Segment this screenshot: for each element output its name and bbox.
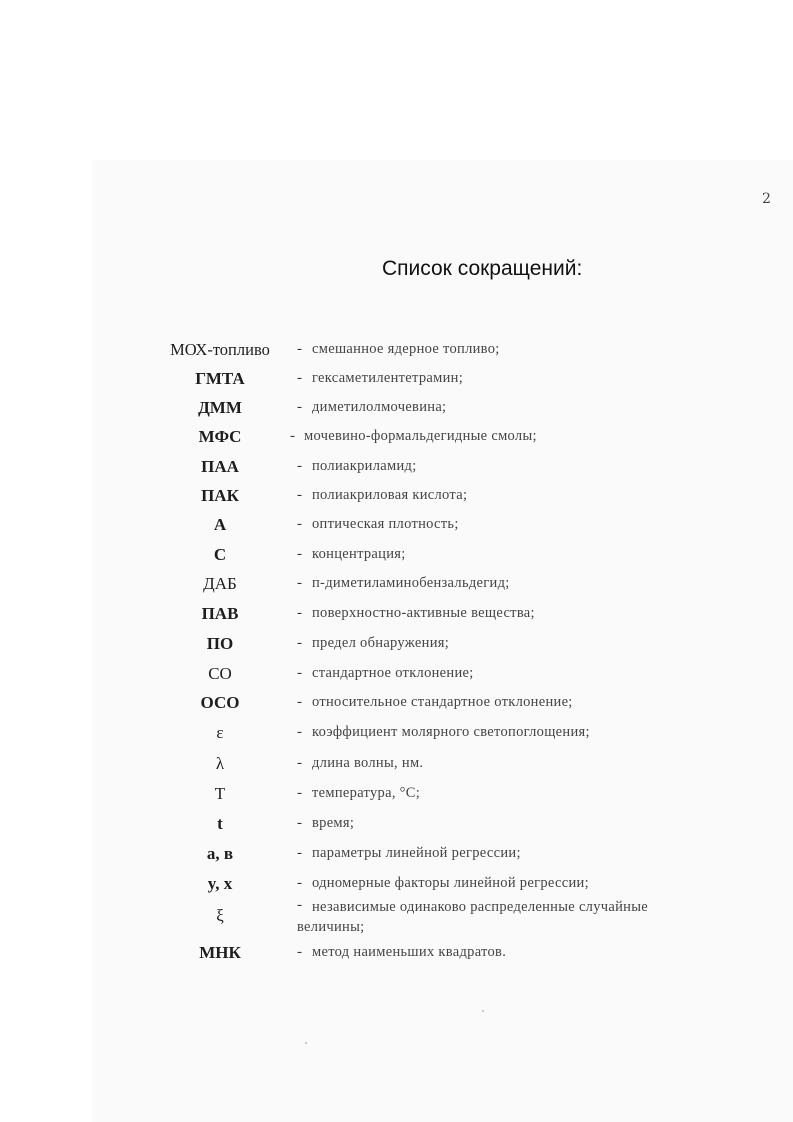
abbreviation-term: T bbox=[214, 784, 226, 803]
abbreviation-definition: предел обнаружения; bbox=[312, 635, 450, 651]
scan-speck bbox=[305, 1042, 307, 1044]
abbreviation-definition: полиакриламид; bbox=[312, 458, 417, 474]
abbreviation-term: ПО bbox=[206, 634, 234, 653]
abbreviation-definition: время; bbox=[312, 815, 355, 831]
abbreviation-term: t bbox=[217, 814, 223, 833]
abbreviation-term: ε bbox=[216, 723, 224, 742]
abbreviation-dash: - bbox=[297, 724, 302, 740]
abbreviation-term: ПАК bbox=[201, 486, 239, 505]
abbreviation-term: СО bbox=[208, 664, 232, 683]
abbreviation-dash: - bbox=[297, 815, 302, 831]
page-title: Список сокращений: bbox=[382, 257, 583, 280]
abbreviation-term: C bbox=[213, 545, 227, 564]
abbreviation-term: ξ bbox=[216, 906, 224, 925]
abbreviation-dash: - bbox=[297, 546, 302, 562]
abbreviation-dash: - bbox=[297, 875, 302, 891]
abbreviation-definition: гексаметилентетрамин; bbox=[312, 370, 464, 386]
abbreviation-dash: - bbox=[297, 341, 302, 357]
abbreviation-term: λ bbox=[215, 754, 225, 773]
page-number: 2 bbox=[762, 191, 771, 207]
abbreviation-definition: поверхностно-активные вещества; bbox=[312, 605, 535, 621]
abbreviation-definition: независимые одинаково распределенные случайные величины; bbox=[297, 899, 648, 935]
abbreviation-term: a, в bbox=[206, 844, 234, 863]
abbreviation-definition: концентрация; bbox=[312, 546, 406, 562]
abbreviation-definition: стандартное отклонение; bbox=[312, 665, 474, 681]
abbreviation-term: ПАА bbox=[201, 457, 239, 476]
abbreviation-definition: смешанное ядерное топливо; bbox=[312, 341, 500, 357]
abbreviation-definition: п-диметиламинобензальдегид; bbox=[312, 575, 510, 591]
abbreviation-definition: диметилолмочевина; bbox=[312, 399, 447, 415]
abbreviation-term: ДАБ bbox=[203, 574, 237, 593]
abbreviation-definition: относительное стандартное отклонение; bbox=[312, 694, 573, 710]
abbreviation-term: МФС bbox=[198, 427, 242, 446]
abbreviation-dash: - bbox=[297, 785, 302, 801]
abbreviation-dash: - bbox=[297, 665, 302, 681]
abbreviation-dash: - bbox=[297, 694, 302, 710]
abbreviation-dash: - bbox=[297, 458, 302, 474]
abbreviation-dash: - bbox=[297, 370, 302, 386]
abbreviation-dash: - bbox=[297, 516, 302, 532]
abbreviation-term: ГМТА bbox=[195, 369, 245, 388]
abbreviation-term: МОХ-топливо bbox=[170, 340, 270, 359]
abbreviation-term: ДММ bbox=[198, 398, 242, 417]
abbreviation-definition: мочевино-формальдегидные смолы; bbox=[304, 428, 537, 444]
abbreviation-definition: оптическая плотность; bbox=[312, 516, 459, 532]
abbreviation-dash: - bbox=[297, 635, 302, 651]
abbreviation-dash: - bbox=[297, 845, 302, 861]
abbreviation-dash: - bbox=[297, 399, 302, 415]
abbreviation-term: A bbox=[213, 515, 227, 534]
abbreviation-definition: длина волны, нм. bbox=[312, 755, 424, 771]
abbreviation-dash: - bbox=[290, 428, 295, 444]
scan-speck bbox=[482, 1010, 484, 1012]
abbreviation-term: y, x bbox=[207, 874, 233, 893]
abbreviation-definition: параметры линейной регрессии; bbox=[312, 845, 521, 861]
abbreviation-definition: метод наименьших квадратов. bbox=[312, 944, 507, 960]
abbreviation-dash: - bbox=[297, 605, 302, 621]
abbreviation-dash: - bbox=[297, 575, 302, 591]
abbreviation-definition: коэффициент молярного светопоглощения; bbox=[312, 724, 590, 740]
abbreviation-definition: одномерные факторы линейной регрессии; bbox=[312, 875, 589, 891]
abbreviation-term: МНК bbox=[199, 943, 241, 962]
abbreviation-dash: - bbox=[297, 897, 302, 913]
abbreviation-term: ОСО bbox=[200, 693, 240, 712]
abbreviation-definition: полиакриловая кислота; bbox=[312, 487, 468, 503]
abbreviation-dash: - bbox=[297, 487, 302, 503]
abbreviation-term: ПАВ bbox=[201, 604, 239, 623]
abbreviation-dash: - bbox=[297, 944, 302, 960]
abbreviation-dash: - bbox=[297, 755, 302, 771]
abbreviation-definition: температура, °C; bbox=[312, 785, 421, 801]
